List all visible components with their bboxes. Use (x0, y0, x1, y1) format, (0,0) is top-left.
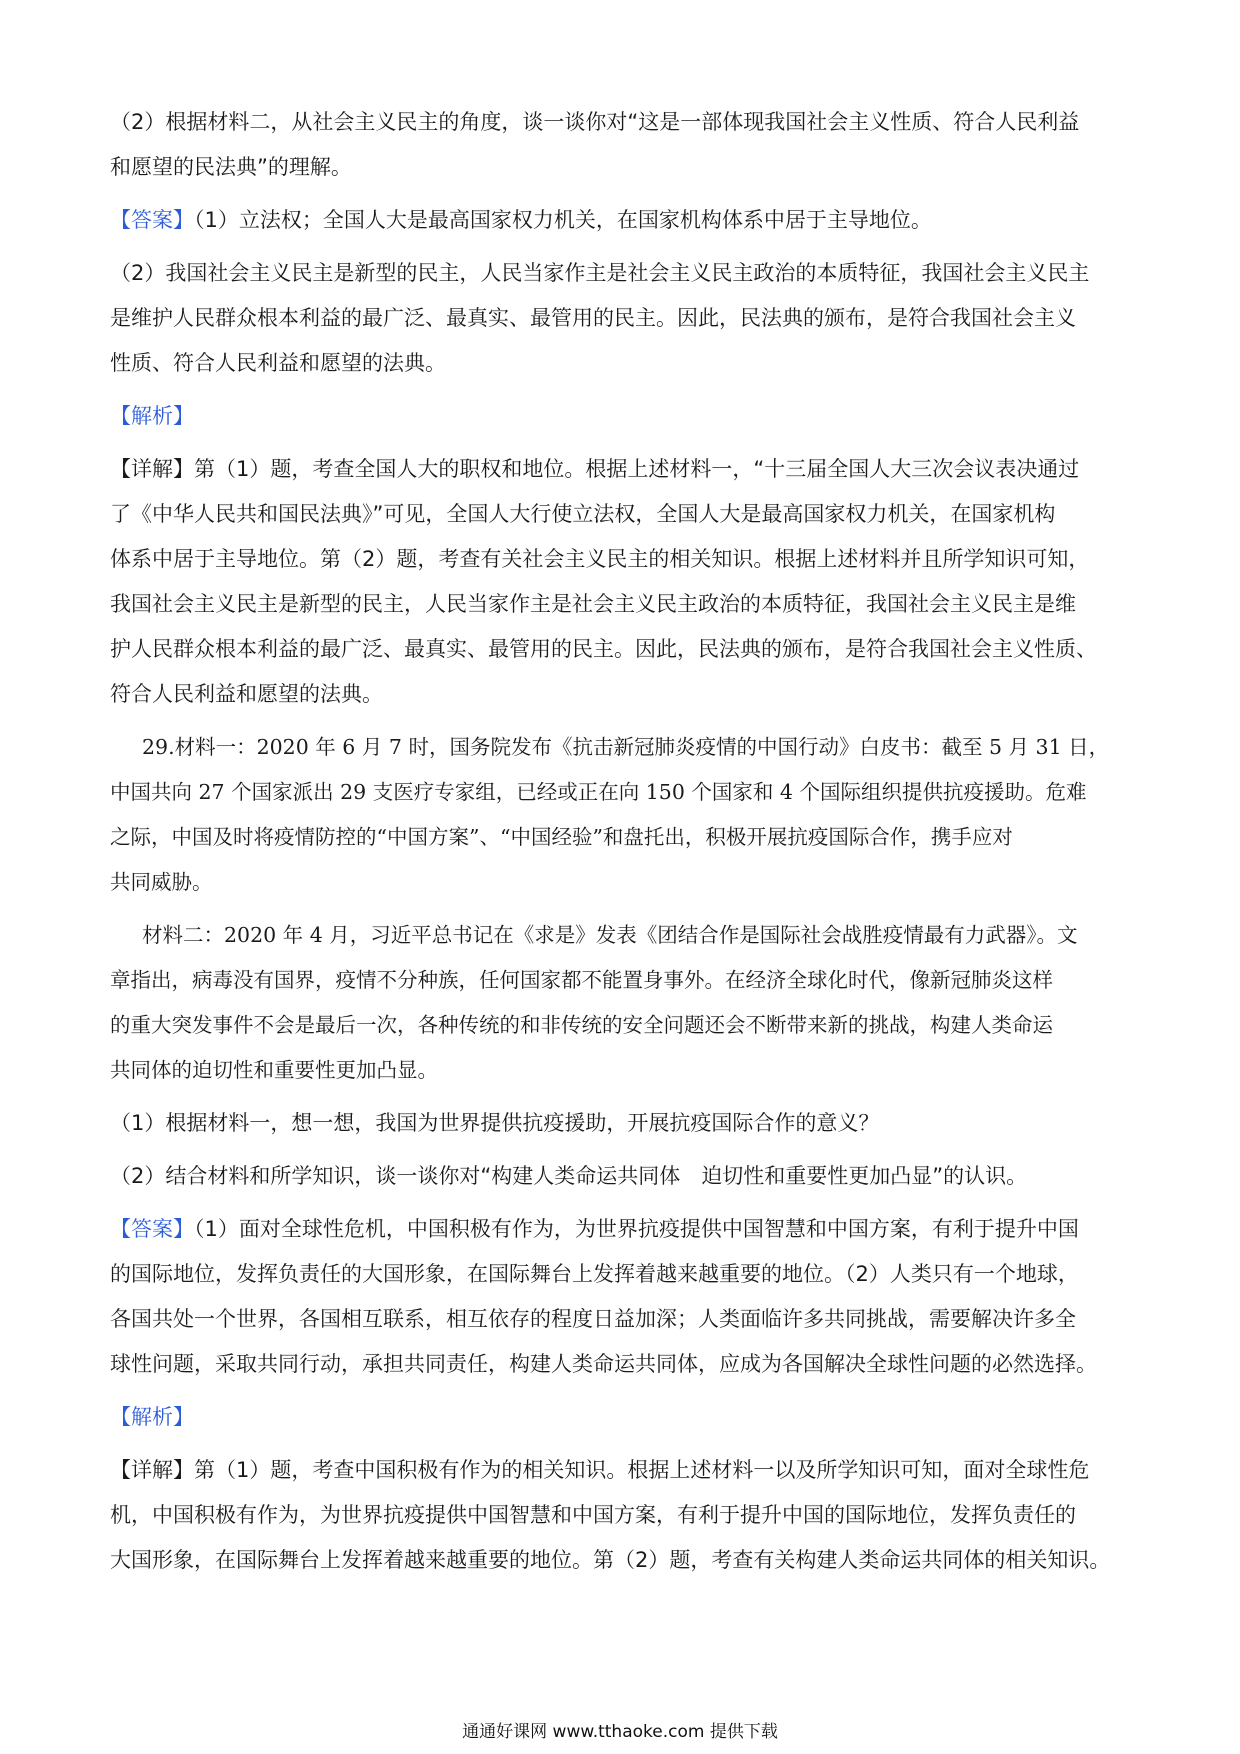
detail-tag: 【详解】 (110, 457, 194, 481)
text-line: 了《中华人民共和国民法典》”可见，全国人大行使立法权，全国人大是最高国家权力机关，在国家机构 (110, 502, 1056, 526)
text-line: 和愿望的民法典”的理解。 (110, 155, 352, 179)
analysis-tag: 【解析】 (110, 404, 194, 428)
answer-text: （1）面对全球性危机，中国积极有作为，为世界抗疫提供中国智慧和中国方案，有利于提升中国 (194, 1217, 1079, 1241)
text-line: 各国共处一个世界，各国相互联系，相互依存的程度日益加深；人类面临许多共同挑战，需要解决许多全 (110, 1307, 1076, 1331)
answer-text: （1）立法权；全国人大是最高国家权力机关，在国家机构体系中居于主导地位。 (194, 208, 932, 232)
analysis-tag: 【解析】 (110, 1405, 194, 1429)
q29-question-1 (110, 1101, 1130, 1146)
detail-text: 第（1）题，考查全国人大的职权和地位。根据上述材料一，“十三届全国人大三次会议表决通过 (194, 457, 1080, 481)
text-line: 之际，中国及时将疫情防控的“中国方案”、“中国经验”和盘托出，积极开展抗疫国际合作，携手应对 (110, 825, 1013, 849)
q29-analysis-heading (110, 1395, 1130, 1440)
text-line: 29.材料一：2020 年 6 月 7 时，国务院发布《抗击新冠肺炎疫情的中国行动》白皮书：截至 5 月 31 日， (142, 735, 1110, 759)
detail-tag: 【详解】 (110, 1458, 194, 1482)
text-line: 章指出，病毒没有国界，疫情不分种族，任何国家都不能置身事外。在经济全球化时代，像新冠肺炎这样 (110, 968, 1053, 992)
detail-text: 第（1）题，考查中国积极有作为的相关知识。根据上述材料一以及所学知识可知，面对全球性危 (194, 1458, 1090, 1482)
text-line (110, 447, 1130, 492)
q29-question-2 (110, 1154, 1130, 1199)
text-line: 共同威胁。 (110, 870, 213, 894)
page-footer: 通通好课网 www.tthaoke.com 提供下载 (462, 1722, 778, 1742)
q29-detail (110, 1448, 1130, 1583)
q28-answer-1 (110, 198, 1130, 243)
text-line: 护人民群众根本利益的最广泛、最真实、最管用的民主。因此，民法典的颁布，是符合我国社会主义性质、 (110, 637, 1097, 661)
q28-answer-2 (110, 251, 1130, 386)
text-line: 的重大突发事件不会是最后一次，各种传统的和非传统的安全问题还会不断带来新的挑战，构建人类命运 (110, 1013, 1053, 1037)
answer-tag: 【答案】 (110, 1217, 194, 1241)
q28-detail (110, 447, 1130, 717)
text-line: （2）我国社会主义民主是新型的民主，人民当家作主是社会主义民主政治的本质特征，我国社会主义民主 (110, 261, 1090, 285)
text-line: 材料二：2020 年 4 月，习近平总书记在《求是》发表《团结合作是国际社会战胜疫情最有力武器》。文 (142, 923, 1078, 947)
text-line: 机，中国积极有作为，为世界抗疫提供中国智慧和中国方案，有利于提升中国的国际地位，发挥负责任的 (110, 1503, 1076, 1527)
q29-material-2 (110, 913, 1130, 1093)
q28-part2-question (110, 100, 1130, 190)
q28-analysis-heading (110, 394, 1130, 439)
text-line (110, 1448, 1130, 1493)
text-line: 的国际地位，发挥负责任的大国形象，在国际舞台上发挥着越来越重要的地位。（2）人类只有一个地球， (110, 1262, 1079, 1286)
text-line: 体系中居于主导地位。第（2）题，考查有关社会主义民主的相关知识。根据上述材料并且所学知识可知， (110, 547, 1090, 571)
text-line: 我国社会主义民主是新型的民主，人民当家作主是社会主义民主政治的本质特征，我国社会主义民主是维 (110, 592, 1076, 616)
text-line: 是维护人民群众根本利益的最广泛、最真实、最管用的民主。因此，民法典的颁布，是符合我国社会主义 (110, 306, 1076, 330)
text-line: 大国形象，在国际舞台上发挥着越来越重要的地位。第（2）题，考查有关构建人类命运共同体的相关知识。 (110, 1548, 1111, 1572)
text-line (110, 198, 1130, 243)
text-line: 中国共向 27 个国家派出 29 支医疗专家组，已经或正在向 150 个国家和 4 个国际组织提供抗疫援助。危难 (110, 780, 1087, 804)
q29-materials (110, 725, 1130, 1093)
text-line: 性质、符合人民利益和愿望的法典。 (110, 351, 446, 375)
answer-tag: 【答案】 (110, 208, 194, 232)
text-line: （2）结合材料和所学知识，谈一谈你对“构建人类命运共同体 迫切性和重要性更加凸显”的认识。 (110, 1164, 1028, 1188)
text-line: （1）根据材料一，想一想，我国为世界提供抗疫援助，开展抗疫国际合作的意义？ (110, 1111, 880, 1135)
text-line: 共同体的迫切性和重要性更加凸显。 (110, 1058, 438, 1082)
text-line: （2）根据材料二，从社会主义民主的角度，谈一谈你对“这是一部体现我国社会主义性质、符合人民利益 (110, 110, 1080, 134)
q29-material-1 (78, 725, 1130, 905)
text-line: 球性问题，采取共同行动，承担共同责任，构建人类命运共同体，应成为各国解决全球性问题的必然选择。 (110, 1352, 1097, 1376)
q29-answer (110, 1207, 1130, 1387)
text-line: 符合人民利益和愿望的法典。 (110, 682, 383, 706)
text-line (110, 1207, 1130, 1252)
